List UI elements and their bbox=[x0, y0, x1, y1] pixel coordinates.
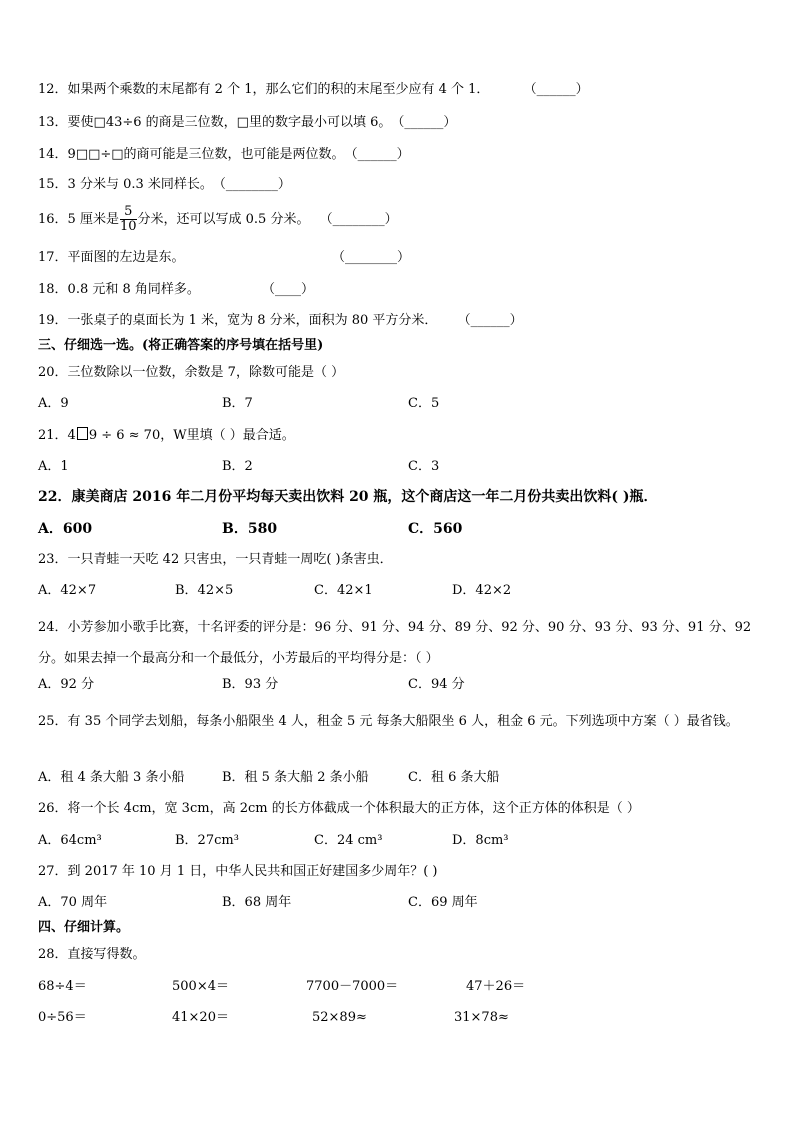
option-b[interactable]: B．93 分 bbox=[222, 677, 279, 692]
option-b[interactable]: B．租 5 条大船 2 条小船 bbox=[222, 770, 369, 785]
option-c[interactable]: C．5 bbox=[408, 396, 440, 411]
calc-item: 41×20＝ bbox=[172, 1010, 229, 1025]
question-23: 23．一只青蛙一天吃 42 只害虫，一只青蛙一周吃( )条害虫． bbox=[38, 552, 393, 567]
question-14 bbox=[38, 145, 410, 165]
question-21-text-pre: 21．4 bbox=[38, 428, 76, 443]
fraction bbox=[120, 205, 137, 234]
fraction-numerator: 5 bbox=[120, 205, 137, 220]
calc-item: 500×4＝ bbox=[172, 979, 229, 994]
option-a[interactable]: A．租 4 条大船 3 条小船 bbox=[38, 770, 185, 785]
digit-box-icon bbox=[77, 427, 88, 440]
option-b[interactable]: B．2 bbox=[222, 459, 253, 474]
answer-blank[interactable]: （______） bbox=[391, 115, 457, 130]
option-c[interactable]: C．42×1 bbox=[314, 583, 373, 598]
option-a[interactable]: A．42×7 bbox=[38, 583, 97, 598]
answer-blank[interactable]: （________） bbox=[212, 177, 291, 192]
question-27: 27．到 2017 年 10 月 1 日，中华人民共和国正好建国多少周年？( ) bbox=[38, 864, 438, 879]
option-b[interactable]: B．42×5 bbox=[175, 583, 234, 598]
section-4-heading: 四、仔细计算。 bbox=[38, 920, 130, 935]
question-13 bbox=[38, 113, 456, 133]
option-b[interactable]: B．27cm³ bbox=[175, 833, 239, 848]
question-15 bbox=[38, 175, 291, 195]
option-d[interactable]: D．42×2 bbox=[452, 583, 512, 598]
calc-item: 47＋26＝ bbox=[466, 979, 526, 994]
question-28: 28．直接写得数。 bbox=[38, 947, 146, 962]
section-3-heading: 三、仔细选一选。(将正确答案的序号填在括号里) bbox=[38, 338, 324, 353]
question-21-text-post: 9 ÷ 6 ≈ 70，W里填（ ）最合适。 bbox=[88, 428, 295, 443]
question-18-text: 18．0.8 元和 8 角同样多。 bbox=[38, 282, 200, 297]
question-24: 24．小芳参加小歌手比赛，十名评委的评分是：96 分、91 分、94 分、89 分、92 分、90 分、93 分、93 分、91 分、92 分。如果去掉一个最高分和一个最低分，小芳最后的平均得分是：（ ） bbox=[38, 620, 752, 666]
option-c[interactable]: C．560 bbox=[408, 521, 463, 537]
option-a[interactable]: A．9 bbox=[38, 396, 69, 411]
question-14-text: 14．9□□÷□的商可能是三位数，也可能是两位数。 bbox=[38, 147, 345, 162]
answer-blank[interactable]: （________） bbox=[319, 212, 398, 227]
calc-item: 31×78≈ bbox=[454, 1010, 509, 1025]
question-25: 25．有 35 个同学去划船，每条小船限坐 4 人，租金 5 元 每条大船限坐 6 人，租金 6 元。下列选项中方案（ ）最省钱。 bbox=[38, 714, 739, 729]
question-26: 26．将一个长 4cm，宽 3cm，高 2cm 的长方体截成一个体积最大的正方体，这个正方体的体积是（ ） bbox=[38, 801, 640, 816]
question-13-text: 13．要使□43÷6 的商是三位数，□里的数字最小可以填 6。 bbox=[38, 115, 392, 130]
option-a[interactable]: A．92 分 bbox=[38, 677, 95, 692]
calc-item: 52×89≈ bbox=[312, 1010, 367, 1025]
answer-blank[interactable]: （____） bbox=[262, 282, 315, 297]
option-c[interactable]: C．3 bbox=[408, 459, 440, 474]
option-b[interactable]: B．7 bbox=[222, 396, 253, 411]
option-c[interactable]: C．94 分 bbox=[408, 677, 465, 692]
option-c[interactable]: C．69 周年 bbox=[408, 895, 478, 910]
answer-blank[interactable]: （________） bbox=[332, 250, 411, 265]
option-a[interactable]: A．600 bbox=[38, 521, 93, 537]
calc-item: 68÷4＝ bbox=[38, 979, 87, 994]
question-19-text: 19．一张桌子的桌面长为 1 米，宽为 8 分米，面积为 80 平方分米． bbox=[38, 313, 438, 328]
answer-blank[interactable]: （______） bbox=[344, 147, 410, 162]
option-b[interactable]: B．68 周年 bbox=[222, 895, 292, 910]
option-a[interactable]: A．1 bbox=[38, 459, 69, 474]
question-19 bbox=[38, 311, 523, 331]
option-a[interactable]: A．64cm³ bbox=[38, 833, 102, 848]
option-c[interactable]: C．租 6 条大船 bbox=[408, 770, 500, 785]
calc-item: 0÷56＝ bbox=[38, 1010, 87, 1025]
question-12 bbox=[38, 80, 589, 100]
question-15-text: 15．3 分米与 0.3 米同样长。 bbox=[38, 177, 213, 192]
calc-item: 7700－7000＝ bbox=[306, 979, 399, 994]
question-22: 22．康美商店 2016 年二月份平均每天卖出饮料 20 瓶，这个商店这一年二月份共卖出饮料( )瓶． bbox=[38, 489, 658, 505]
question-18 bbox=[38, 280, 200, 300]
answer-blank[interactable]: （______） bbox=[523, 82, 589, 97]
answer-blank[interactable]: （______） bbox=[457, 313, 523, 328]
question-16-text-post: 分米，还可以写成 0.5 分米。 bbox=[137, 212, 310, 227]
question-17 bbox=[38, 248, 185, 268]
question-17-text: 17．平面图的左边是东。 bbox=[38, 250, 185, 265]
question-16-text-pre: 16．5 厘米是 bbox=[38, 212, 119, 227]
question-20: 20．三位数除以一位数，余数是 7，除数可能是（ ） bbox=[38, 365, 345, 380]
option-b[interactable]: B．580 bbox=[222, 521, 278, 537]
question-21 bbox=[38, 426, 295, 446]
option-a[interactable]: A．70 周年 bbox=[38, 895, 108, 910]
option-c[interactable]: C．24 cm³ bbox=[314, 833, 383, 848]
question-16 bbox=[38, 204, 398, 236]
fraction-denominator: 10 bbox=[119, 219, 137, 234]
option-d[interactable]: D．8cm³ bbox=[452, 833, 509, 848]
question-12-text: 12．如果两个乘数的末尾都有 2 个 1，那么它们的积的末尾至少应有 4 个 1． bbox=[38, 82, 490, 97]
